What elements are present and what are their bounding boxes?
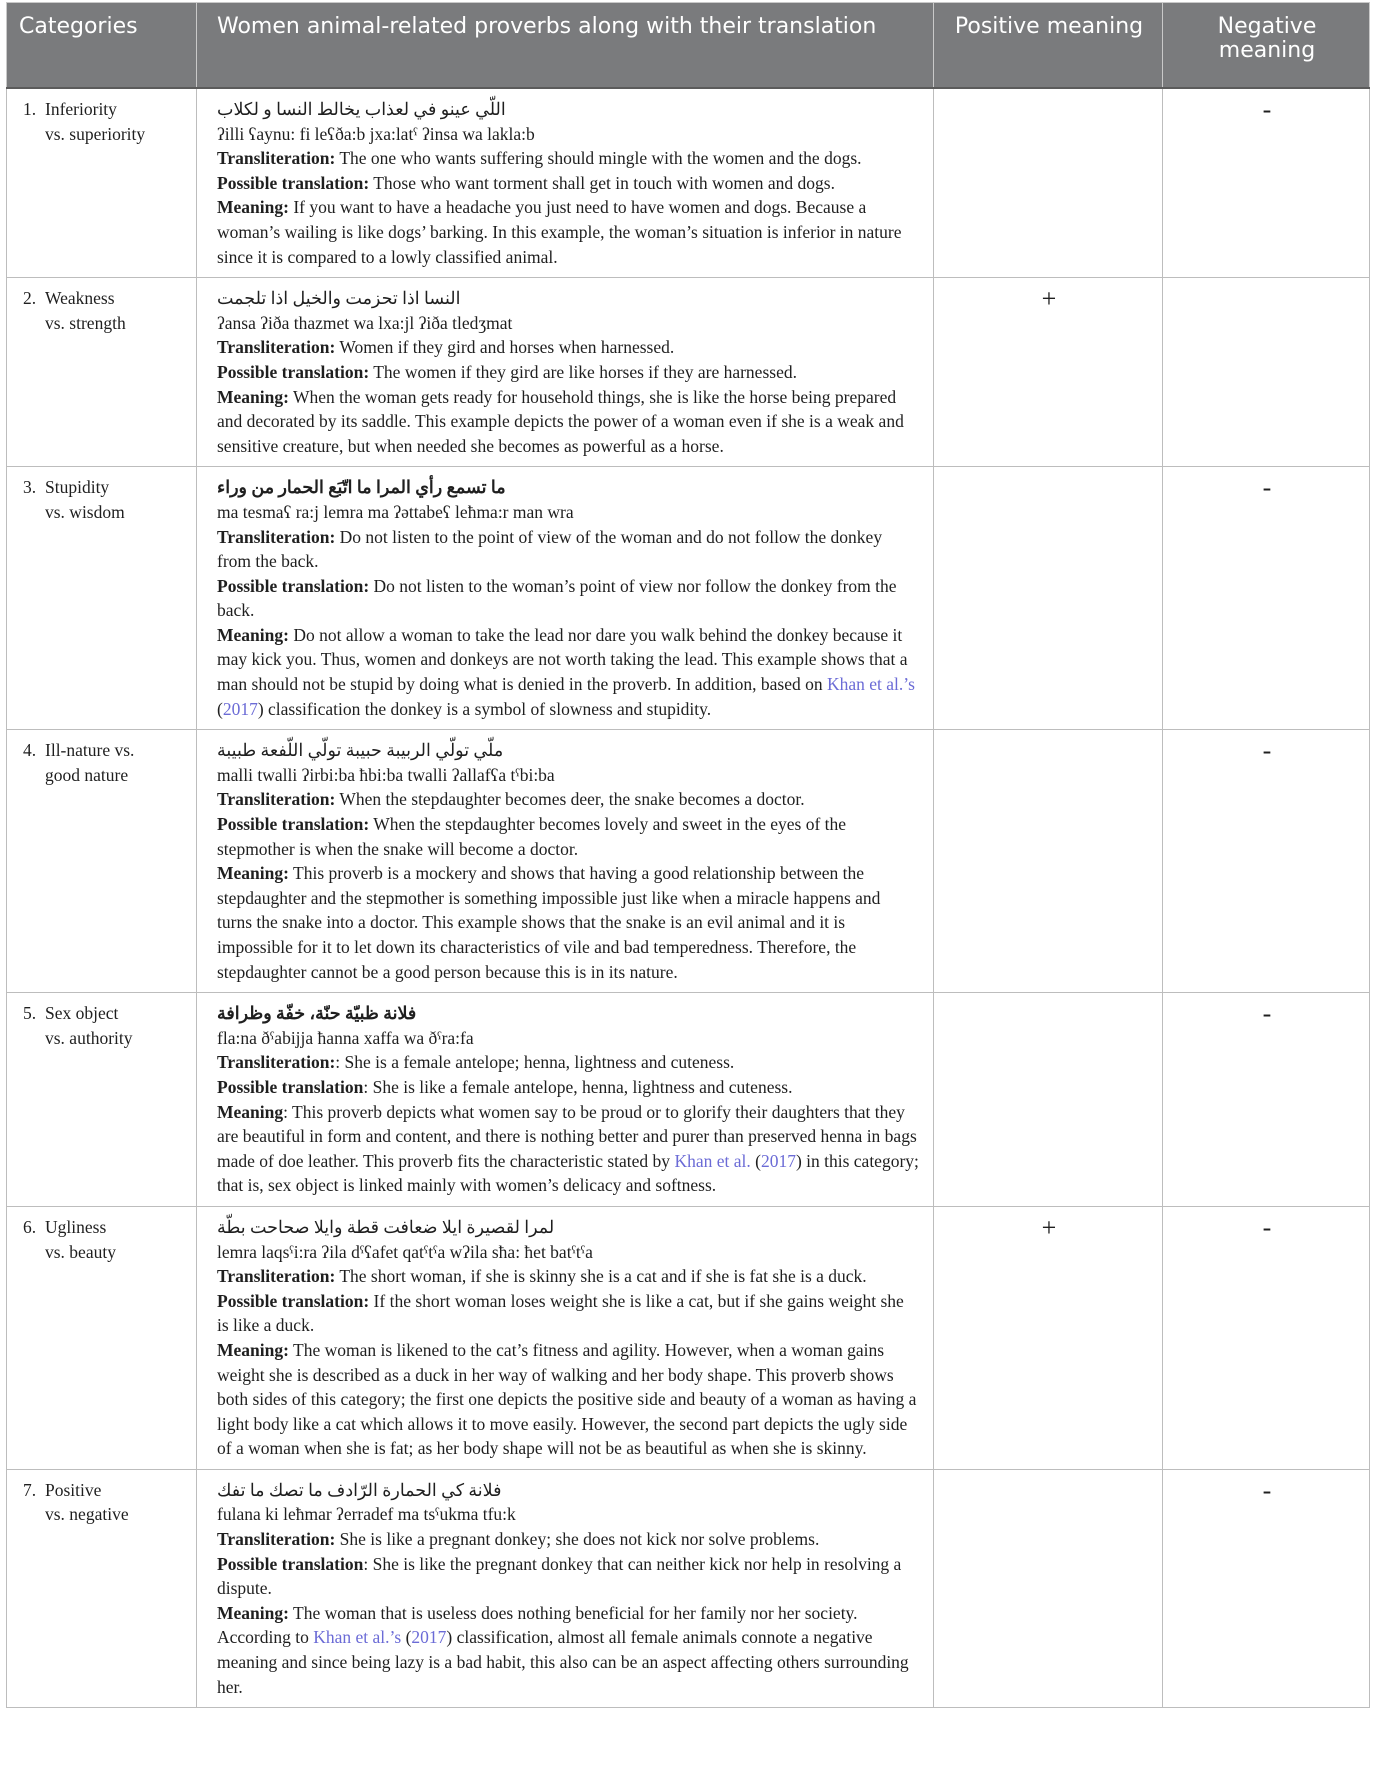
negative-mark: -: [1163, 730, 1370, 993]
meaning-label: Meaning:: [217, 624, 289, 645]
row-number: 5.: [23, 1003, 37, 1024]
proverbs-table: [6, 2, 1370, 1708]
possible-translation-label: Possible translation:: [217, 361, 370, 382]
row-number: 6.: [23, 1216, 37, 1237]
possible-translation-label: Possible translation:: [217, 575, 370, 596]
proverb-cell: [197, 1206, 934, 1469]
table-header: [7, 3, 1370, 89]
positive-mark: [934, 993, 1163, 1207]
category-label: Weakness vs. strength: [45, 288, 126, 333]
possible-translation-line: [217, 1552, 919, 1601]
citation-year-link[interactable]: 2017: [760, 1150, 796, 1171]
phonetic-transcription: ʔilli ʕaynu: fi leʕða:b jxa:latˁ ʔinsa wa lakla:b: [217, 123, 535, 144]
possible-translation-text: : She is like the pregnant donkey that can neither kick nor help in resolving a dispute.: [217, 1553, 902, 1599]
transliteration-line: [217, 146, 919, 171]
meaning-line: [217, 1338, 919, 1461]
negative-mark: -: [1163, 993, 1370, 1207]
citation-year-link[interactable]: 2017: [222, 698, 258, 719]
citation-year-link[interactable]: 2017: [411, 1627, 447, 1648]
meaning-label: Meaning:: [217, 863, 289, 884]
phonetic-transcription: lemra laqsˁi:ra ʔila dˁʕafet qatˁtˁa wʔila sħa: ħet batˁtˁa: [217, 1241, 593, 1262]
transliteration-line: [217, 1264, 919, 1289]
positive-mark: +: [934, 278, 1163, 467]
header-negative-meaning: Negative meaning: [1163, 3, 1370, 89]
meaning-line: Meaning: The woman that is useless does nothing beneficial for her family nor her society. According to Khan et al.’s (2017) classification, almost all female animals connote a negative meaning and since being lazy is a bad habit, this also can be an aspect affecting others surrounding her.: [217, 1602, 909, 1697]
transliteration-label: Transliteration:: [217, 1266, 336, 1287]
transliteration-line: [217, 1050, 919, 1075]
negative-mark: -: [1163, 1469, 1370, 1707]
table-row: [7, 467, 1370, 730]
phonetic-transcription: ma tesmaʕ ra:j lemra ma ʔəttabeʕ leħma:r man wra: [217, 501, 574, 522]
category-label: Ill-nature vs. good nature: [45, 740, 135, 785]
transliteration-line: [217, 1527, 919, 1552]
phonetic-transcription: ʔansa ʔiða thazmet wa lxa:jl ʔiða tledʒmat: [217, 312, 513, 333]
possible-translation-line: [217, 360, 919, 385]
positive-mark: [934, 730, 1163, 993]
meaning-line: [217, 385, 919, 459]
possible-translation-label: Possible translation:: [217, 814, 370, 835]
table-row: [7, 88, 1370, 278]
category-cell: [7, 1469, 197, 1707]
arabic-proverb: اللّي عينو في لعذاب يخالط النسا و لكلاب: [217, 99, 506, 119]
meaning-text-continued: in this category; that is, sex object is linked mainly with women’s delicacy and softness.: [217, 1150, 919, 1196]
proverb-cell: [197, 1469, 934, 1707]
transliteration-text: When the stepdaughter becomes deer, the snake becomes a doctor.: [335, 789, 805, 810]
transliteration-text: Women if they gird and horses when harnessed.: [335, 337, 675, 358]
meaning-text: The woman is likened to the cat’s fitness and agility. However, when a woman gains weight she is described as a duck in her way of walking and her body shape. This proverb shows both sides of this category; the first one depicts the positive side and beauty of a woman as having a light body like a cat which allows it to move easily. However, the second part depicts the ugly side of a woman when she is fat; as her body shape will not be as beautiful as when she is skinny.: [217, 1339, 917, 1459]
category-cell: [7, 1206, 197, 1469]
meaning-line: [217, 861, 919, 984]
row-number: 3.: [23, 477, 37, 498]
arabic-proverb: فلانة كي الحمارة الرّادف ما تصك ما تفك: [217, 1479, 502, 1500]
phonetic-transcription: fulana ki leħmar ʔerradef ma tsˁukma tfu:k: [217, 1504, 516, 1525]
category-cell: [7, 993, 197, 1207]
possible-translation-text: Do not listen to the woman’s point of view nor follow the donkey from the back.: [217, 575, 897, 621]
arabic-proverb: فلانة ظبيّة حنّة، خفّة وظرافة: [217, 1003, 417, 1024]
possible-translation-text: The women if they gird are like horses if they are harnessed.: [369, 361, 797, 382]
meaning-label: Meaning:: [217, 197, 289, 218]
meaning-text: Do not allow a woman to take the lead nor dare you walk behind the donkey because it may kick you. Thus, women and donkeys are not worth taking the lead. This example shows that a man should not be stupid by doing what is denied in the proverb. In addition, based on: [217, 624, 908, 695]
meaning-text: This proverb is a mockery and shows that having a good relationship between the stepdaughter and the stepmother is something impossible just like when a miracle happens and turns the snake into a doctor. This example shows that the snake is an evil animal and it is impossible for it to let down its characteristics of vile and bad temperedness. Therefore, the stepdaughter cannot be a good person because this is in its nature.: [217, 863, 881, 982]
category-label: Positive vs. negative: [45, 1479, 129, 1525]
category-label: Ugliness vs. beauty: [45, 1216, 116, 1262]
transliteration-label: Transliteration:: [217, 148, 336, 169]
citation-link[interactable]: Khan et al.’s: [313, 1627, 402, 1648]
transliteration-line: [217, 787, 919, 812]
positive-mark: +: [934, 1206, 1163, 1469]
meaning-label: Meaning:: [217, 1339, 289, 1360]
transliteration-label: Transliteration:: [217, 789, 336, 810]
row-number: 4.: [23, 740, 37, 761]
meaning-label: Meaning: [217, 1101, 284, 1122]
possible-translation-line: [217, 1289, 919, 1338]
meaning-text: : This proverb depicts what women say to be proud or to glorify their daughters that they are beautiful in form and content, and there is nothing better and purer than preserved henna in bags made of doe leather. This proverb fits the characteristic stated by: [217, 1101, 917, 1171]
meaning-text: If you want to have a headache you just need to have women and dogs. Because a woman’s wailing is like dogs’ barking. In this example, the woman’s situation is inferior in nature since it is compared to a lowly classified animal.: [217, 197, 902, 267]
category-label: Inferiority vs. superiority: [45, 99, 146, 144]
category-cell: [7, 278, 197, 467]
transliteration-label: Transliteration:: [217, 1529, 336, 1550]
negative-mark: -: [1163, 467, 1370, 730]
meaning-label: Meaning:: [217, 1602, 289, 1623]
meaning-line: Meaning: This proverb depicts what women say to be proud or to glorify their daughters that they are beautiful in form and content, and there is nothing better and purer than preserved henna in bags made of doe leather. This proverb fits the characteristic stated by Khan et al. (2017) in this category; that is, sex object is linked mainly with women’s delicacy and softness.: [217, 1101, 919, 1196]
possible-translation-label: Possible translation: [217, 1553, 364, 1574]
positive-mark: [934, 1469, 1163, 1707]
citation-link[interactable]: Khan et al.’s: [826, 674, 915, 695]
proverb-cell: [197, 88, 934, 278]
table-row: [7, 730, 1370, 993]
citation-link[interactable]: Khan et al.: [674, 1150, 751, 1171]
table-row: [7, 1469, 1370, 1707]
meaning-text-continued: classification, almost all female animals connote a negative meaning and since being lazy is a bad habit, this also can be an aspect affecting others surrounding her.: [217, 1627, 909, 1697]
arabic-proverb: ما تسمع رأي المرا ما اتّبَع الحمار من وراء: [217, 477, 506, 498]
table-row: [7, 278, 1370, 467]
transliteration-text: The short woman, if she is skinny she is a cat and if she is fat she is a duck.: [335, 1266, 867, 1287]
category-cell: [7, 88, 197, 278]
arabic-proverb: لمرا لقصيرة ايلا ضعافت قطة وايلا صحاحت بطّة: [217, 1216, 555, 1237]
category-label: Stupidity vs. wisdom: [45, 477, 125, 522]
meaning-text: The woman that is useless does nothing beneficial for her family nor her society. According to: [217, 1602, 858, 1648]
possible-translation-text: Those who want torment shall get in touch with women and dogs.: [369, 172, 835, 193]
category-label: Sex object vs. authority: [45, 1003, 133, 1048]
transliteration-line: [217, 335, 919, 360]
transliteration-text: Do not listen to the point of view of the woman and do not follow the donkey from the back.: [217, 526, 883, 572]
negative-mark: -: [1163, 1206, 1370, 1469]
header-proverbs: Women animal-related proverbs along with their translation: [197, 3, 934, 89]
positive-mark: [934, 467, 1163, 730]
transliteration-text: The one who wants suffering should mingle with the women and the dogs.: [335, 148, 862, 169]
negative-mark: -: [1163, 88, 1370, 278]
proverb-cell: [197, 467, 934, 730]
phonetic-transcription: malli twalli ʔirbi:ba ħbi:ba twalli ʔallafʕa tˁbi:ba: [217, 764, 555, 785]
transliteration-label: Transliteration:: [217, 337, 336, 358]
possible-translation-line: [217, 812, 919, 861]
negative-mark: [1163, 278, 1370, 467]
possible-translation-line: [217, 1075, 919, 1100]
possible-translation-text: : She is like a female antelope, henna, lightness and cuteness.: [363, 1076, 793, 1097]
header-categories: Categories: [7, 3, 197, 89]
transliteration-line: [217, 525, 919, 574]
header-positive-meaning: Positive meaning: [934, 3, 1163, 89]
table-row: [7, 1206, 1370, 1469]
transliteration-text: : She is a female antelope; henna, lightness and cuteness.: [335, 1052, 735, 1073]
row-number: 2.: [23, 288, 37, 309]
meaning-text-continued: classification the donkey is a symbol of slowness and stupidity.: [263, 698, 712, 719]
arabic-proverb: النسا اذا تحزمت والخيل اذا تلجمت: [217, 288, 461, 309]
meaning-line: [217, 195, 919, 269]
possible-translation-label: Possible translation:: [217, 1290, 370, 1311]
proverb-cell: [197, 278, 934, 467]
meaning-label: Meaning:: [217, 386, 289, 407]
possible-translation-label: Possible translation: [217, 1076, 364, 1097]
phonetic-transcription: fla:na ðˁabijja ħanna xaffa wa ðˁra:fa: [217, 1027, 474, 1048]
meaning-text: When the woman gets ready for household things, she is like the horse being prepared and decorated by its saddle. This example depicts the power of a woman even if she is a weak and sensitive creature, but when needed she becomes as powerful as a horse.: [217, 386, 904, 456]
category-cell: [7, 467, 197, 730]
table-row: [7, 993, 1370, 1207]
positive-mark: [934, 88, 1163, 278]
proverb-cell: [197, 730, 934, 993]
arabic-proverb: ملّي تولّي الربيبة حبيبة تولّي اللّفعة طبيبة: [217, 740, 504, 761]
meaning-line: Meaning: Do not allow a woman to take the lead nor dare you walk behind the donkey because it may kick you. Thus, women and donkeys are not worth taking the lead. This example shows that a man should not be stupid by doing what is denied in the proverb. In addition, based on Khan et al.’s (2017) classification the donkey is a symbol of slowness and stupidity.: [217, 624, 915, 719]
possible-translation-label: Possible translation:: [217, 172, 370, 193]
transliteration-label: Transliteration:: [217, 526, 336, 547]
row-number: 7.: [23, 1479, 37, 1500]
transliteration-label: Transliteration:: [217, 1052, 336, 1073]
row-number: 1.: [23, 99, 37, 119]
proverb-cell: [197, 993, 934, 1207]
possible-translation-text: If the short woman loses weight she is like a cat, but if she gains weight she is like a duck.: [217, 1290, 904, 1336]
transliteration-text: She is like a pregnant donkey; she does not kick nor solve problems.: [335, 1529, 820, 1550]
possible-translation-line: [217, 171, 919, 196]
possible-translation-line: [217, 574, 919, 623]
possible-translation-text: When the stepdaughter becomes lovely and sweet in the eyes of the stepmother is when the snake will become a doctor.: [217, 814, 847, 859]
category-cell: [7, 730, 197, 993]
